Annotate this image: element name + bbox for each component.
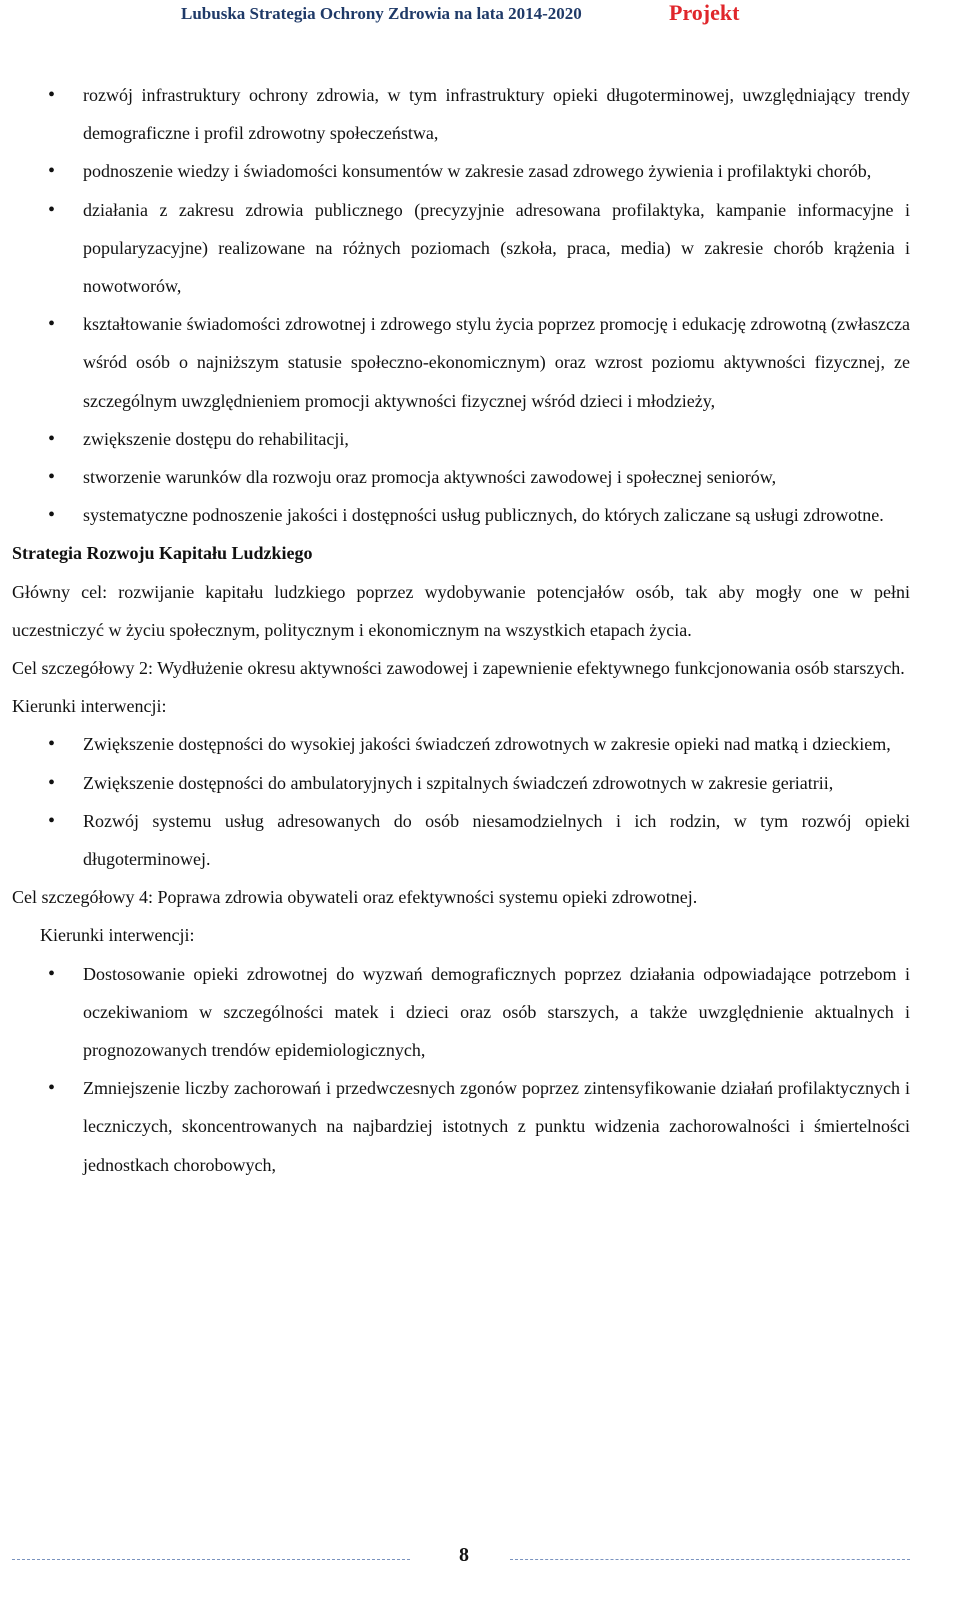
intro-bullet-list xyxy=(12,76,910,534)
directions-label: Kierunki interwencji: xyxy=(12,696,167,717)
section-heading: Strategia Rozwoju Kapitału Ludzkiego xyxy=(12,543,313,564)
footer-divider-right xyxy=(510,1559,910,1561)
goal-4-paragraph: Cel szczegółowy 4: Poprawa zdrowia obywateli oraz efektywności systemu opieki zdrowotnej. xyxy=(12,887,698,908)
footer-divider-left xyxy=(12,1559,410,1561)
main-goal-paragraph: Główny cel: rozwijanie kapitału ludzkiego poprzez wydobywanie potencjałów osób, tak aby mogły one w pełni uczestniczyć w życiu społecznym, politycznym i ekonomicznym na wszystkich etapach życia. xyxy=(12,581,910,640)
goal-2-bullet-list xyxy=(12,725,910,878)
list-item: • podnoszenie wiedzy i świadomości konsumentów w zakresie zasad zdrowego żywienia i profilaktyki chorób, xyxy=(12,152,910,190)
list-item: • zwiększenie dostępu do rehabilitacji, xyxy=(12,420,910,458)
goal-4-bullet-list xyxy=(12,955,910,1184)
project-badge: Projekt xyxy=(669,0,740,25)
list-item: • kształtowanie świadomości zdrowotnej i zdrowego stylu życia poprzez promocję i edukację zdrowotną (zwłaszcza wśród osób o najniższym statusie społeczno-ekonomicznym) oraz wzrost poziomu aktywności fizycznej, ze szczególnym uwzględnieniem promocji aktywności fizycznej wśród dzieci i młodzieży, xyxy=(12,305,910,420)
list-item: • stworzenie warunków dla rozwoju oraz promocja aktywności zawodowej i społecznej seniorów, xyxy=(12,458,910,496)
page-number: 8 xyxy=(459,1544,469,1566)
list-item: • Dostosowanie opieki zdrowotnej do wyzwań demograficznych poprzez działania odpowiadające potrzebom i oczekiwaniom w szczególności matek i dzieci oraz osób starszych, a także uwzględnienie aktualnych i prognozowanych trendów epidemiologicznych, xyxy=(12,955,910,1070)
list-item: • Zwiększenie dostępności do ambulatoryjnych i szpitalnych świadczeń zdrowotnych w zakresie geriatrii, xyxy=(12,764,910,802)
list-item: • Zmniejszenie liczby zachorowań i przedwczesnych zgonów poprzez zintensyfikowanie działań profilaktycznych i leczniczych, skoncentrowanych na najbardziej istotnych z punktu widzenia zachorowalności i śmiertelności jednostkach chorobowych, xyxy=(12,1069,910,1184)
list-item: • Rozwój systemu usług adresowanych do osób niesamodzielnych i ich rodzin, w tym rozwój opieki długoterminowej. xyxy=(12,802,910,878)
header-title: Lubuska Strategia Ochrony Zdrowia na lata 2014-2020 xyxy=(181,4,582,23)
list-item: • systematyczne podnoszenie jakości i dostępności usług publicznych, do których zaliczane są usługi zdrowotne. xyxy=(12,496,910,534)
list-item: • Zwiększenie dostępności do wysokiej jakości świadczeń zdrowotnych w zakresie opieki nad matką i dzieckiem, xyxy=(12,725,910,763)
document-body xyxy=(12,76,910,1184)
list-item: • rozwój infrastruktury ochrony zdrowia, w tym infrastruktury opieki długoterminowej, uwzględniający trendy demograficzne i profil zdrowotny społeczeństwa, xyxy=(12,76,910,152)
goal-2-paragraph: Cel szczegółowy 2: Wydłużenie okresu aktywności zawodowej i zapewnienie efektywnego funkcjonowania osób starszych. xyxy=(12,658,905,679)
page-header xyxy=(0,0,960,30)
list-item: • działania z zakresu zdrowia publicznego (precyzyjnie adresowana profilaktyka, kampanie informacyjne i popularyzacyjne) realizowane na różnych poziomach (szkoła, praca, media) w zakresie chorób krążenia i nowotworów, xyxy=(12,191,910,306)
directions-label: Kierunki interwencji: xyxy=(40,925,195,946)
